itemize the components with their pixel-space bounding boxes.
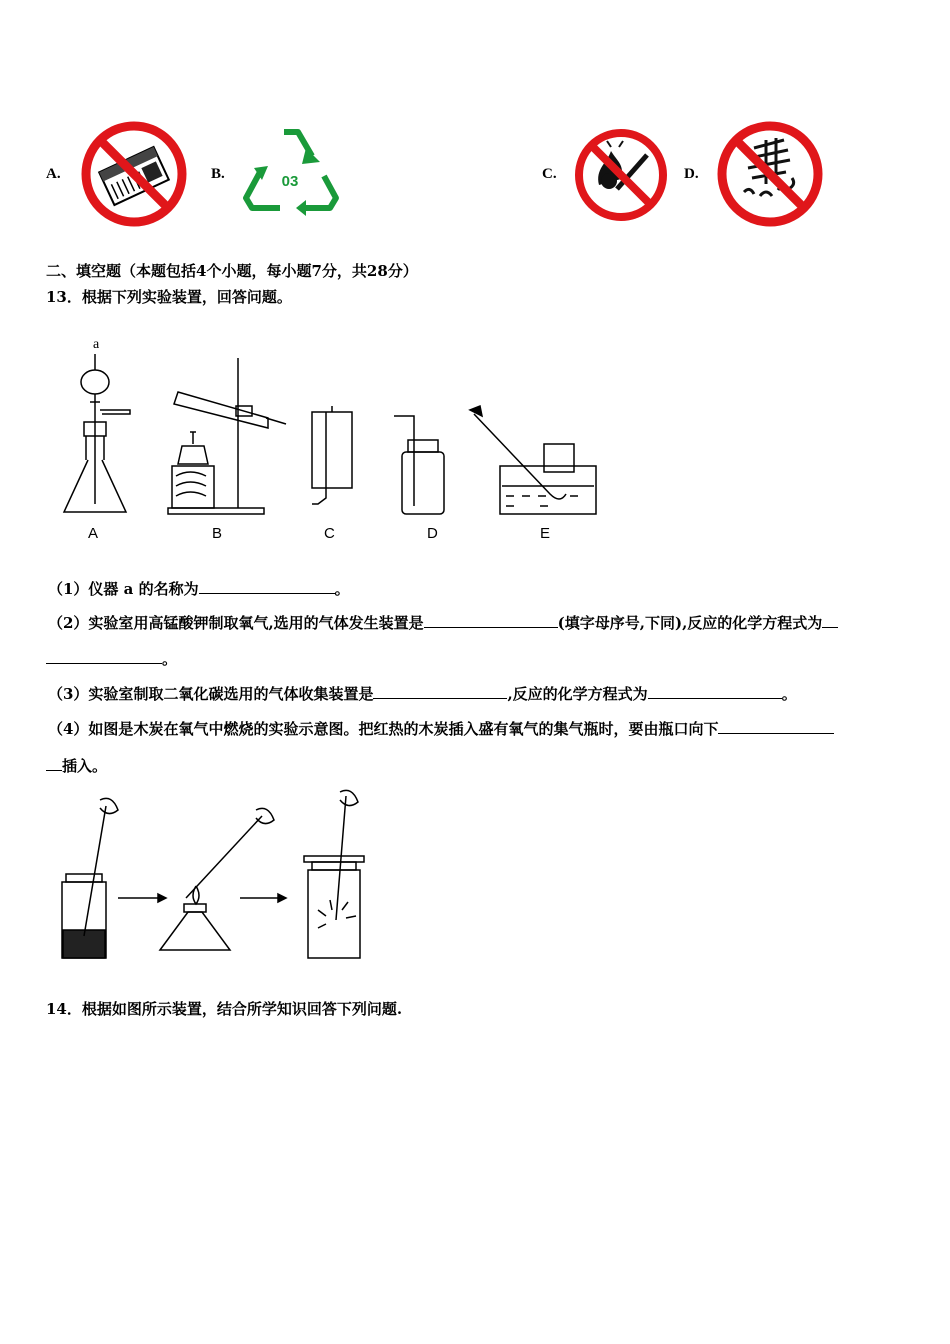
no-matches-sign-icon xyxy=(78,118,190,230)
q14-title: 14．根据如图所示装置，结合所学知识回答下列问题. xyxy=(46,1000,403,1018)
option-a-label: A. xyxy=(46,166,61,182)
answer-blank-1[interactable] xyxy=(199,579,335,594)
q13-part3: （3）实验室制取二氧化碳选用的气体收集装置是 xyxy=(48,685,374,703)
answer-blank-4a[interactable] xyxy=(718,719,834,734)
section-heading: 二、填空题（本题包括4个小题，每小题7分，共28分） xyxy=(46,262,418,280)
instrument-a-label: a xyxy=(93,337,100,352)
recycle-symbol-icon xyxy=(240,124,344,220)
q13-part1: （1）仪器 a 的名称为 xyxy=(48,580,199,598)
step-2-lamp xyxy=(160,808,274,950)
option-c-label: C. xyxy=(542,166,557,182)
label-a: A xyxy=(88,525,99,542)
label-b: B xyxy=(212,525,223,542)
answer-blank-3a[interactable] xyxy=(373,684,507,699)
answer-blank-3b[interactable] xyxy=(648,684,782,699)
step-1-bottle xyxy=(62,798,118,958)
apparatus-b xyxy=(168,358,286,514)
recycle-code: 03 xyxy=(281,173,299,190)
apparatus-figure xyxy=(50,336,610,546)
option-b-label: B. xyxy=(211,166,225,182)
step-3-bottle xyxy=(304,790,364,958)
charcoal-combustion-figure xyxy=(56,786,376,964)
no-firecrackers-sign-icon xyxy=(714,118,826,230)
label-c: C xyxy=(324,525,335,542)
apparatus-a xyxy=(64,354,130,512)
label-d: D xyxy=(427,525,438,542)
option-d-label: D. xyxy=(684,166,699,182)
answer-blank-4b[interactable] xyxy=(46,756,62,771)
q13-title: 13．根据下列实验装置，回答问题。 xyxy=(46,288,292,306)
q13-part4: （4）如图是木炭在氧气中燃烧的实验示意图。把红热的木炭插入盛有氧气的集气瓶时，要由瓶口向下 xyxy=(48,720,719,738)
no-fireworks-sign-icon xyxy=(572,126,670,224)
answer-blank-2c[interactable] xyxy=(46,649,162,664)
label-e: E xyxy=(540,525,551,542)
q13-part2: （2）实验室用高锰酸钾制取氧气,选用的气体发生装置是 xyxy=(48,614,424,632)
answer-blank-2a[interactable] xyxy=(424,613,558,628)
answer-blank-2b[interactable] xyxy=(822,613,838,628)
apparatus-d xyxy=(394,416,444,514)
apparatus-e xyxy=(470,406,596,514)
apparatus-c xyxy=(312,406,352,504)
